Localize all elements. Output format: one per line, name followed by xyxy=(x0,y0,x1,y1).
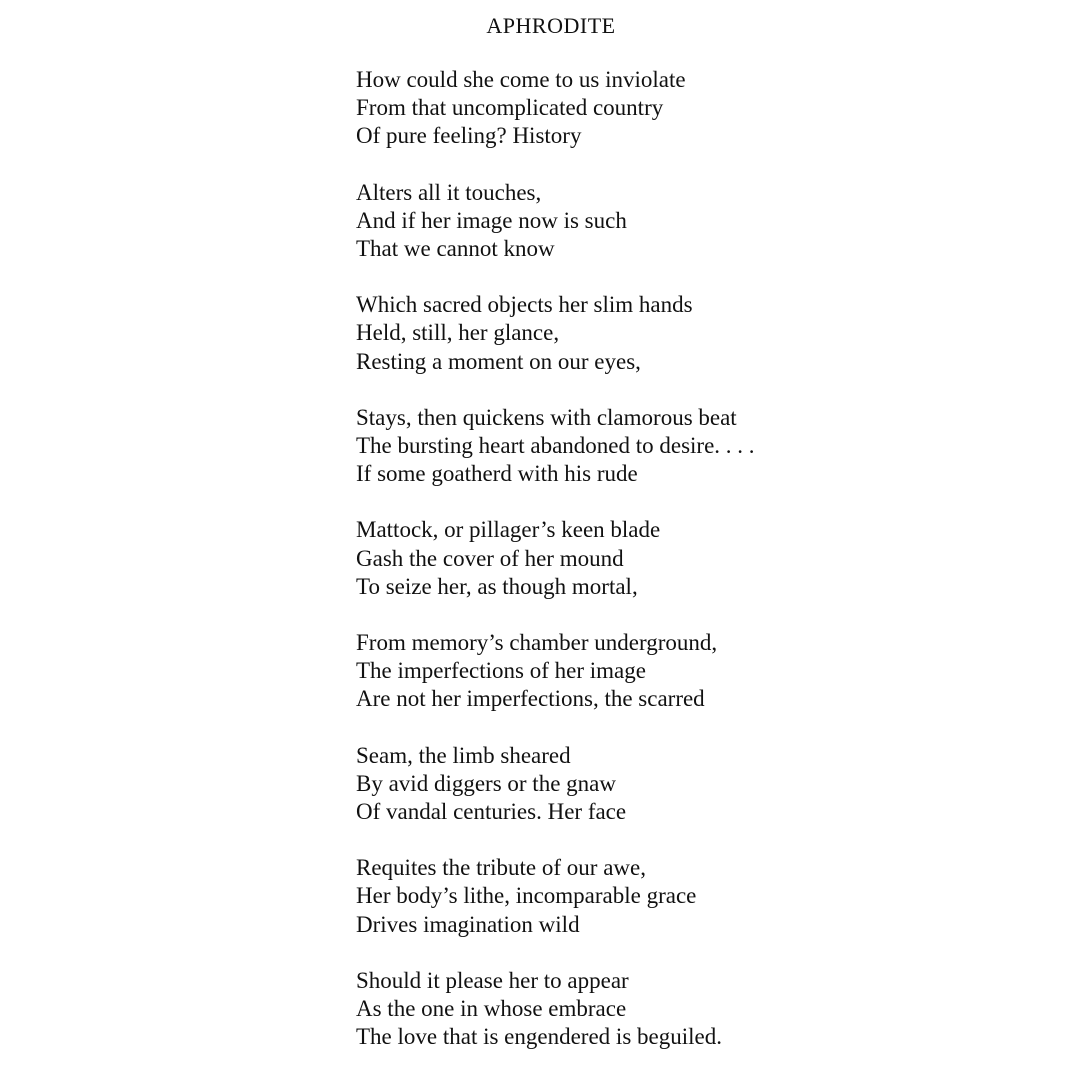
poem-line: Gash the cover of her mound xyxy=(356,545,624,571)
poem-line: Held, still, her glance, xyxy=(356,320,560,346)
poem-line: Drives imagination wild xyxy=(356,911,580,937)
poem-body xyxy=(356,66,1056,1079)
stanza-1 xyxy=(356,66,1056,151)
poem-line: Of pure feeling? History xyxy=(356,123,582,149)
poem-line: The bursting heart abandoned to desire. . . . xyxy=(356,433,755,459)
poem-line: By avid diggers or the gnaw xyxy=(356,770,616,796)
poem-line: Requites the tribute of our awe, xyxy=(356,855,646,881)
poem-line: To seize her, as though mortal, xyxy=(356,573,638,599)
poem-line: Of vandal centuries. Her face xyxy=(356,799,627,825)
poem-line: As the one in whose embrace xyxy=(356,996,627,1022)
stanza-8 xyxy=(356,854,1056,939)
poem-line: That we cannot know xyxy=(356,236,555,262)
stanza-7 xyxy=(356,742,1056,827)
poem-line: Resting a moment on our eyes, xyxy=(356,348,641,374)
poem-title: APHRODITE xyxy=(486,13,616,38)
poem-line: If some goatherd with his rude xyxy=(356,461,638,487)
stanza-9 xyxy=(356,967,1056,1052)
stanza-4 xyxy=(356,404,1056,489)
poem-line: And if her image now is such xyxy=(356,207,627,233)
stanza-5 xyxy=(356,516,1056,601)
poem-line: The imperfections of her image xyxy=(356,658,646,684)
poem-line: Seam, the limb sheared xyxy=(356,742,571,768)
poem-line: Which sacred objects her slim hands xyxy=(356,292,693,318)
poem-line: Are not her imperfections, the scarred xyxy=(356,686,705,712)
poem-line: Alters all it touches, xyxy=(356,179,542,205)
poem-line: How could she come to us inviolate xyxy=(356,67,686,92)
stanza-2 xyxy=(356,179,1056,264)
poem-line: Should it please her to appear xyxy=(356,967,629,993)
stanza-6 xyxy=(356,629,1056,714)
poem-line: Stays, then quickens with clamorous beat xyxy=(356,404,737,430)
poem-line: Her body’s lithe, incomparable grace xyxy=(356,883,697,909)
poem-line: Mattock, or pillager’s keen blade xyxy=(356,517,661,543)
poem-line: From memory’s chamber underground, xyxy=(356,630,718,656)
stanza-3 xyxy=(356,291,1056,376)
poem-line: The love that is engendered is beguiled. xyxy=(356,1024,722,1050)
poem-line: From that uncomplicated country xyxy=(356,95,664,121)
